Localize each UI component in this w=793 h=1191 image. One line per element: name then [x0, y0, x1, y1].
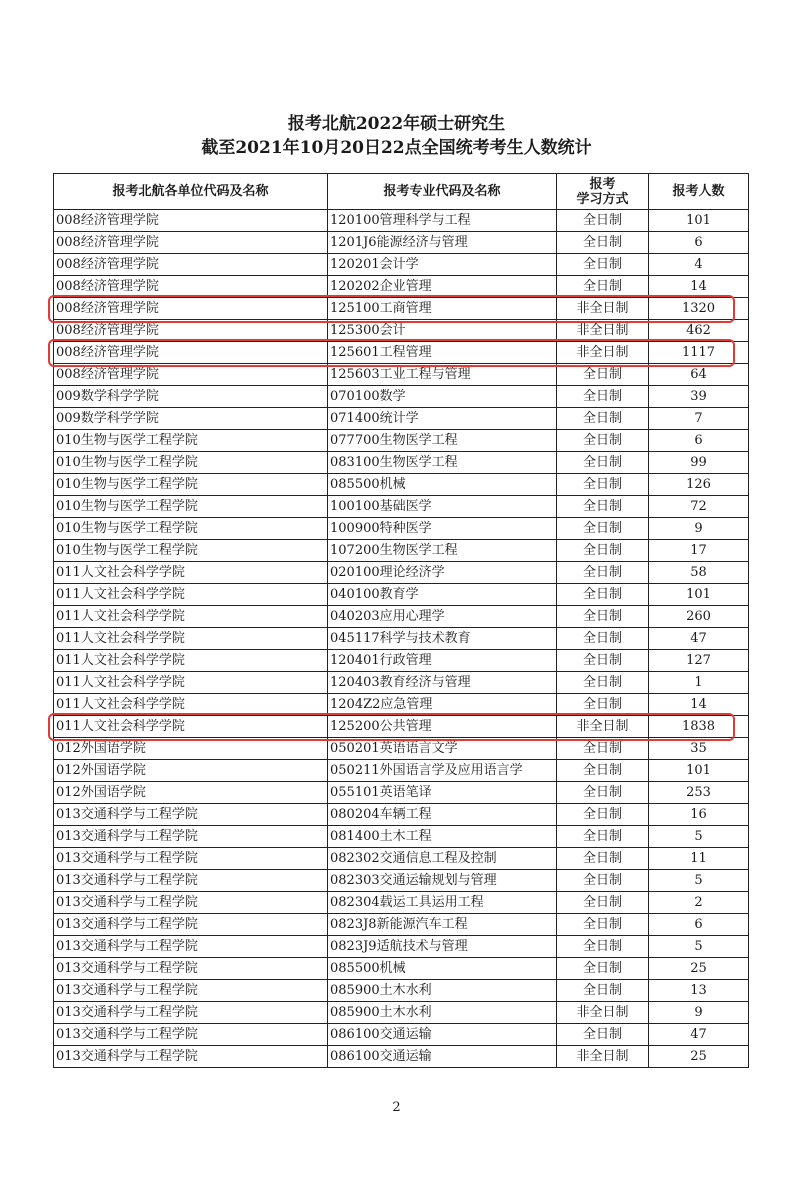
major-cell: 107200生物医学工程 [328, 540, 557, 562]
count-cell: 14 [649, 276, 749, 298]
mode-cell: 全日制 [557, 518, 649, 540]
unit-cell: 013交通科学与工程学院 [54, 1024, 328, 1046]
mode-cell: 全日制 [557, 936, 649, 958]
major-cell: 085500机械 [328, 958, 557, 980]
unit-cell: 013交通科学与工程学院 [54, 936, 328, 958]
title-line-1: 报考北航2022年硕士研究生 [287, 114, 506, 134]
mode-cell: 全日制 [557, 782, 649, 804]
major-cell: 050201英语语言文学 [328, 738, 557, 760]
mode-cell: 全日制 [557, 694, 649, 716]
major-cell: 100900特种医学 [328, 518, 557, 540]
unit-cell: 008经济管理学院 [54, 232, 328, 254]
major-cell: 040100教育学 [328, 584, 557, 606]
header-major: 报考专业代码及名称 [328, 174, 557, 210]
mode-cell: 全日制 [557, 870, 649, 892]
title-line-2: 截至2021年10月20日22点全国统考考生人数统计 [201, 138, 592, 158]
count-cell: 16 [649, 804, 749, 826]
count-cell: 1 [649, 672, 749, 694]
unit-cell: 011人文社会科学学院 [54, 562, 328, 584]
mode-cell: 非全日制 [557, 716, 649, 738]
table-row [54, 650, 749, 672]
count-cell: 47 [649, 628, 749, 650]
table-row [54, 364, 749, 386]
unit-cell: 011人文社会科学学院 [54, 584, 328, 606]
mode-cell: 全日制 [557, 364, 649, 386]
table-header-row [54, 174, 749, 210]
mode-cell: 非全日制 [557, 298, 649, 320]
count-cell: 1320 [649, 298, 749, 320]
table-row [54, 254, 749, 276]
major-cell: 086100交通运输 [328, 1024, 557, 1046]
unit-cell: 011人文社会科学学院 [54, 672, 328, 694]
table-row [54, 606, 749, 628]
table-row [54, 496, 749, 518]
unit-cell: 010生物与医学工程学院 [54, 474, 328, 496]
table-row [54, 1024, 749, 1046]
count-cell: 1117 [649, 342, 749, 364]
table-row [54, 804, 749, 826]
count-cell: 64 [649, 364, 749, 386]
mode-cell: 全日制 [557, 540, 649, 562]
mode-cell: 全日制 [557, 628, 649, 650]
table-row [54, 430, 749, 452]
mode-cell: 全日制 [557, 210, 649, 232]
major-cell: 125603工业工程与管理 [328, 364, 557, 386]
mode-cell: 全日制 [557, 892, 649, 914]
header-count: 报考人数 [649, 174, 749, 210]
major-cell: 125601工程管理 [328, 342, 557, 364]
major-cell: 081400土木工程 [328, 826, 557, 848]
major-cell: 0823J8新能源汽车工程 [328, 914, 557, 936]
major-cell: 125300会计 [328, 320, 557, 342]
mode-cell: 全日制 [557, 760, 649, 782]
unit-cell: 013交通科学与工程学院 [54, 804, 328, 826]
unit-cell: 013交通科学与工程学院 [54, 958, 328, 980]
count-cell: 17 [649, 540, 749, 562]
count-cell: 14 [649, 694, 749, 716]
table-row [54, 584, 749, 606]
unit-cell: 009数学科学学院 [54, 386, 328, 408]
major-cell: 082302交通信息工程及控制 [328, 848, 557, 870]
unit-cell: 013交通科学与工程学院 [54, 826, 328, 848]
major-cell: 120100管理科学与工程 [328, 210, 557, 232]
count-cell: 5 [649, 826, 749, 848]
page-number: 2 [392, 1100, 401, 1115]
count-cell: 2 [649, 892, 749, 914]
major-cell: 085500机械 [328, 474, 557, 496]
unit-cell: 009数学科学学院 [54, 408, 328, 430]
unit-cell: 010生物与医学工程学院 [54, 518, 328, 540]
unit-cell: 013交通科学与工程学院 [54, 848, 328, 870]
unit-cell: 010生物与医学工程学院 [54, 452, 328, 474]
mode-cell: 全日制 [557, 254, 649, 276]
table-row [54, 210, 749, 232]
table-row [54, 914, 749, 936]
major-cell: 082303交通运输规划与管理 [328, 870, 557, 892]
count-cell: 6 [649, 914, 749, 936]
mode-cell: 全日制 [557, 958, 649, 980]
mode-cell: 非全日制 [557, 1002, 649, 1024]
table-row [54, 1046, 749, 1068]
unit-cell: 008经济管理学院 [54, 276, 328, 298]
unit-cell: 008经济管理学院 [54, 298, 328, 320]
count-cell: 35 [649, 738, 749, 760]
count-cell: 260 [649, 606, 749, 628]
count-cell: 126 [649, 474, 749, 496]
count-cell: 6 [649, 430, 749, 452]
document-title [0, 112, 793, 160]
mode-cell: 全日制 [557, 606, 649, 628]
table-row [54, 892, 749, 914]
table-row [54, 628, 749, 650]
major-cell: 071400统计学 [328, 408, 557, 430]
table-row [54, 958, 749, 980]
unit-cell: 013交通科学与工程学院 [54, 892, 328, 914]
table-row [54, 980, 749, 1002]
count-cell: 13 [649, 980, 749, 1002]
table-row [54, 738, 749, 760]
count-cell: 127 [649, 650, 749, 672]
count-cell: 99 [649, 452, 749, 474]
major-cell: 120401行政管理 [328, 650, 557, 672]
major-cell: 120202企业管理 [328, 276, 557, 298]
major-cell: 070100数学 [328, 386, 557, 408]
major-cell: 040203应用心理学 [328, 606, 557, 628]
count-cell: 39 [649, 386, 749, 408]
major-cell: 082304载运工具运用工程 [328, 892, 557, 914]
table-row [54, 540, 749, 562]
major-cell: 085900土木水利 [328, 980, 557, 1002]
unit-cell: 013交通科学与工程学院 [54, 980, 328, 1002]
table-row [54, 936, 749, 958]
unit-cell: 008经济管理学院 [54, 320, 328, 342]
count-cell: 101 [649, 584, 749, 606]
count-cell: 11 [649, 848, 749, 870]
major-cell: 120403教育经济与管理 [328, 672, 557, 694]
major-cell: 050211外国语言学及应用语言学 [328, 760, 557, 782]
major-cell: 1201J6能源经济与管理 [328, 232, 557, 254]
count-cell: 58 [649, 562, 749, 584]
highlight-outline [48, 339, 735, 367]
unit-cell: 010生物与医学工程学院 [54, 496, 328, 518]
header-unit: 报考北航各单位代码及名称 [54, 174, 328, 210]
unit-cell: 012外国语学院 [54, 782, 328, 804]
table-row [54, 760, 749, 782]
count-cell: 4 [649, 254, 749, 276]
table-row [54, 232, 749, 254]
major-cell: 083100生物医学工程 [328, 452, 557, 474]
table-row [54, 870, 749, 892]
table-row [54, 782, 749, 804]
count-cell: 462 [649, 320, 749, 342]
unit-cell: 012外国语学院 [54, 760, 328, 782]
major-cell: 125200公共管理 [328, 716, 557, 738]
mode-cell: 非全日制 [557, 320, 649, 342]
unit-cell: 013交通科学与工程学院 [54, 1002, 328, 1024]
count-cell: 9 [649, 1002, 749, 1024]
count-cell: 72 [649, 496, 749, 518]
mode-cell: 全日制 [557, 430, 649, 452]
mode-cell: 全日制 [557, 1024, 649, 1046]
unit-cell: 011人文社会科学学院 [54, 716, 328, 738]
table-row [54, 452, 749, 474]
unit-cell: 011人文社会科学学院 [54, 694, 328, 716]
table-row [54, 474, 749, 496]
highlight-outline [48, 295, 735, 323]
mode-cell: 全日制 [557, 496, 649, 518]
count-cell: 47 [649, 1024, 749, 1046]
unit-cell: 008经济管理学院 [54, 254, 328, 276]
table-row [54, 408, 749, 430]
unit-cell: 011人文社会科学学院 [54, 650, 328, 672]
mode-cell: 全日制 [557, 276, 649, 298]
mode-cell: 全日制 [557, 804, 649, 826]
unit-cell: 010生物与医学工程学院 [54, 540, 328, 562]
unit-cell: 008经济管理学院 [54, 210, 328, 232]
mode-cell: 全日制 [557, 738, 649, 760]
count-cell: 9 [649, 518, 749, 540]
highlight-outline [48, 713, 735, 741]
count-cell: 101 [649, 210, 749, 232]
mode-cell: 全日制 [557, 848, 649, 870]
unit-cell: 011人文社会科学学院 [54, 628, 328, 650]
unit-cell: 013交通科学与工程学院 [54, 1046, 328, 1068]
table-row [54, 518, 749, 540]
major-cell: 125100工商管理 [328, 298, 557, 320]
header-mode [557, 174, 649, 210]
count-cell: 101 [649, 760, 749, 782]
major-cell: 086100交通运输 [328, 1046, 557, 1068]
mode-cell: 全日制 [557, 650, 649, 672]
unit-cell: 013交通科学与工程学院 [54, 914, 328, 936]
unit-cell: 008经济管理学院 [54, 342, 328, 364]
mode-cell: 全日制 [557, 386, 649, 408]
table-row [54, 1002, 749, 1024]
mode-cell: 全日制 [557, 672, 649, 694]
major-cell: 077700生物医学工程 [328, 430, 557, 452]
count-cell: 5 [649, 870, 749, 892]
count-cell: 7 [649, 408, 749, 430]
mode-cell: 非全日制 [557, 1046, 649, 1068]
table-row [54, 826, 749, 848]
mode-cell: 全日制 [557, 562, 649, 584]
mode-cell: 全日制 [557, 584, 649, 606]
mode-cell: 全日制 [557, 474, 649, 496]
header-mode-line-1: 报考 [589, 176, 616, 192]
major-cell: 120201会计学 [328, 254, 557, 276]
unit-cell: 012外国语学院 [54, 738, 328, 760]
mode-cell: 全日制 [557, 232, 649, 254]
major-cell: 100100基础医学 [328, 496, 557, 518]
unit-cell: 013交通科学与工程学院 [54, 870, 328, 892]
count-cell: 6 [649, 232, 749, 254]
mode-cell: 全日制 [557, 826, 649, 848]
mode-cell: 全日制 [557, 914, 649, 936]
major-cell: 085900土木水利 [328, 1002, 557, 1024]
unit-cell: 008经济管理学院 [54, 364, 328, 386]
count-cell: 253 [649, 782, 749, 804]
major-cell: 080204车辆工程 [328, 804, 557, 826]
major-cell: 0823J9适航技术与管理 [328, 936, 557, 958]
count-cell: 25 [649, 958, 749, 980]
table-row [54, 672, 749, 694]
mode-cell: 非全日制 [557, 342, 649, 364]
count-cell: 25 [649, 1046, 749, 1068]
major-cell: 1204Z2应急管理 [328, 694, 557, 716]
unit-cell: 010生物与医学工程学院 [54, 430, 328, 452]
mode-cell: 全日制 [557, 408, 649, 430]
table-row [54, 562, 749, 584]
major-cell: 020100理论经济学 [328, 562, 557, 584]
mode-cell: 全日制 [557, 452, 649, 474]
header-mode-line-2: 学习方式 [576, 191, 629, 207]
table-row [54, 848, 749, 870]
major-cell: 045117科学与技术教育 [328, 628, 557, 650]
table-row [54, 386, 749, 408]
mode-cell: 全日制 [557, 980, 649, 1002]
count-cell: 5 [649, 936, 749, 958]
major-cell: 055101英语笔译 [328, 782, 557, 804]
unit-cell: 011人文社会科学学院 [54, 606, 328, 628]
count-cell: 1838 [649, 716, 749, 738]
